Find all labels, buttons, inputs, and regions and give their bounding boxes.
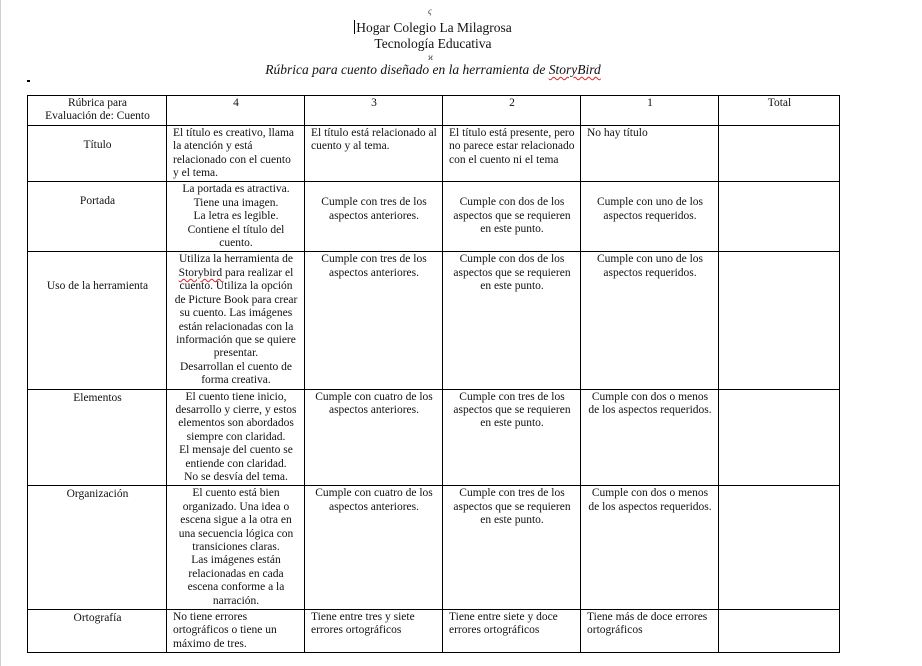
cell-uso-herramienta-2: Cumple con dos de los aspectos que se requieren en este punto. — [443, 252, 581, 389]
cell-portada-2: Cumple con dos de los aspectos que se requieren en este punto. — [443, 182, 581, 252]
cell-uso-herramienta-1: Cumple con uno de los aspectos requeridos. — [581, 252, 719, 389]
margin-mark — [27, 80, 30, 82]
cell-elementos-1: Cumple con dos o menos de los aspectos requeridos. — [581, 389, 719, 486]
cell-elementos-total[interactable] — [719, 389, 840, 486]
row-uso-herramienta — [28, 252, 840, 389]
cell-titulo-total[interactable] — [719, 125, 840, 182]
cell-portada-3: Cumple con tres de los aspectos anteriores. — [305, 182, 443, 252]
criterion-organizacion: Organización — [28, 486, 167, 610]
edit-mark-top: ς — [428, 6, 432, 16]
criterion-ortografia: Ortografía — [28, 610, 167, 653]
row-portada — [28, 182, 840, 252]
header-row — [28, 96, 840, 126]
cell-organizacion-4: El cuento está bien organizado. Una idea o escena sigue a la otra en una secuencia lógica con transiciones claras. Las imágenes están relacionadas en cada escena conforme a la narración. — [167, 486, 305, 610]
row-titulo — [28, 125, 840, 182]
cell-ortografia-1: Tiene más de doce errores ortográficos — [581, 610, 719, 653]
cell-organizacion-1: Cumple con dos o menos de los aspectos requeridos. — [581, 486, 719, 610]
cell-portada-4: La portada es atractiva. Tiene una imagen. La letra es legible. Contiene el título del cuento. — [167, 182, 305, 252]
row-organizacion — [28, 486, 840, 610]
rubric-table — [27, 95, 840, 653]
cell-titulo-2: El título está presente, pero no parece estar relacionado con el cuento ni el tema — [443, 125, 581, 182]
cell-titulo-1: No hay título — [581, 125, 719, 182]
school-name: Hogar Colegio La Milagrosa — [356, 20, 512, 35]
cell-elementos-3: Cumple con cuatro de los aspectos anteriores. — [305, 389, 443, 486]
school-name-line[interactable] — [0, 20, 866, 36]
spellcheck-word-storybird[interactable]: StoryBird — [548, 62, 601, 77]
cell-portada-1: Cumple con uno de los aspectos requeridos. — [581, 182, 719, 252]
cell-ortografia-3: Tiene entre tres y siete errores ortográficos — [305, 610, 443, 653]
rubric-title-text: Rúbrica para cuento diseñado en la herramienta de — [265, 62, 549, 77]
header-score-1: 1 — [581, 96, 719, 126]
page-left-edge — [0, 0, 1, 666]
criterion-elementos: Elementos — [28, 389, 167, 486]
spellcheck-word-storybird-cell[interactable]: Storybird — [178, 266, 223, 279]
criterion-uso-herramienta: Uso de la herramienta — [28, 252, 167, 389]
criterion-portada: Portada — [28, 182, 167, 252]
cell-ortografia-total[interactable] — [719, 610, 840, 653]
header-total: Total — [719, 96, 840, 126]
cell-uso-herramienta-3: Cumple con tres de los aspectos anteriores. — [305, 252, 443, 389]
header-score-3: 3 — [305, 96, 443, 126]
edit-mark-bottom: ϰ — [428, 52, 434, 62]
cell-portada-total[interactable] — [719, 182, 840, 252]
header-criteria: Rúbrica para Evaluación de: Cuento — [28, 96, 167, 126]
cell-titulo-4: El título es creativo, llama la atención y está relacionado con el cuento y el tema. — [167, 125, 305, 182]
rubric-title — [0, 62, 866, 78]
cell-elementos-2: Cumple con tres de los aspectos que se requieren en este punto. — [443, 389, 581, 486]
subject-name: Tecnología Educativa — [374, 36, 492, 51]
row-ortografia — [28, 610, 840, 653]
cell-organizacion-3: Cumple con cuatro de los aspectos anteriores. — [305, 486, 443, 610]
row-elementos — [28, 389, 840, 486]
document-header — [0, 20, 866, 78]
header-score-4: 4 — [167, 96, 305, 126]
header-score-2: 2 — [443, 96, 581, 126]
cell-uso-herramienta-4: Utiliza la herramienta de Storybird para realizar el cuento. Utiliza la opción de Picture Book para crear su cuento. Las imágenes están relacionadas con la información que se quiere presentar. Desarrollan el cuento de forma creativa. — [167, 252, 305, 389]
cell-ortografia-4: No tiene errores ortográficos o tiene un máximo de tres. — [167, 610, 305, 653]
cell-uso-herramienta-total[interactable] — [719, 252, 840, 389]
criterion-titulo: Título — [28, 125, 167, 182]
cell-titulo-3: El título está relacionado al cuento y al tema. — [305, 125, 443, 182]
cell-organizacion-2: Cumple con tres de los aspectos que se requieren en este punto. — [443, 486, 581, 610]
cell-elementos-4: El cuento tiene inicio, desarrollo y cierre, y estos elementos son abordados siempre con claridad. El mensaje del cuento se entiende con claridad. No se desvía del tema. — [167, 389, 305, 486]
cell-ortografia-2: Tiene entre siete y doce errores ortográficos — [443, 610, 581, 653]
cell-organizacion-total[interactable] — [719, 486, 840, 610]
